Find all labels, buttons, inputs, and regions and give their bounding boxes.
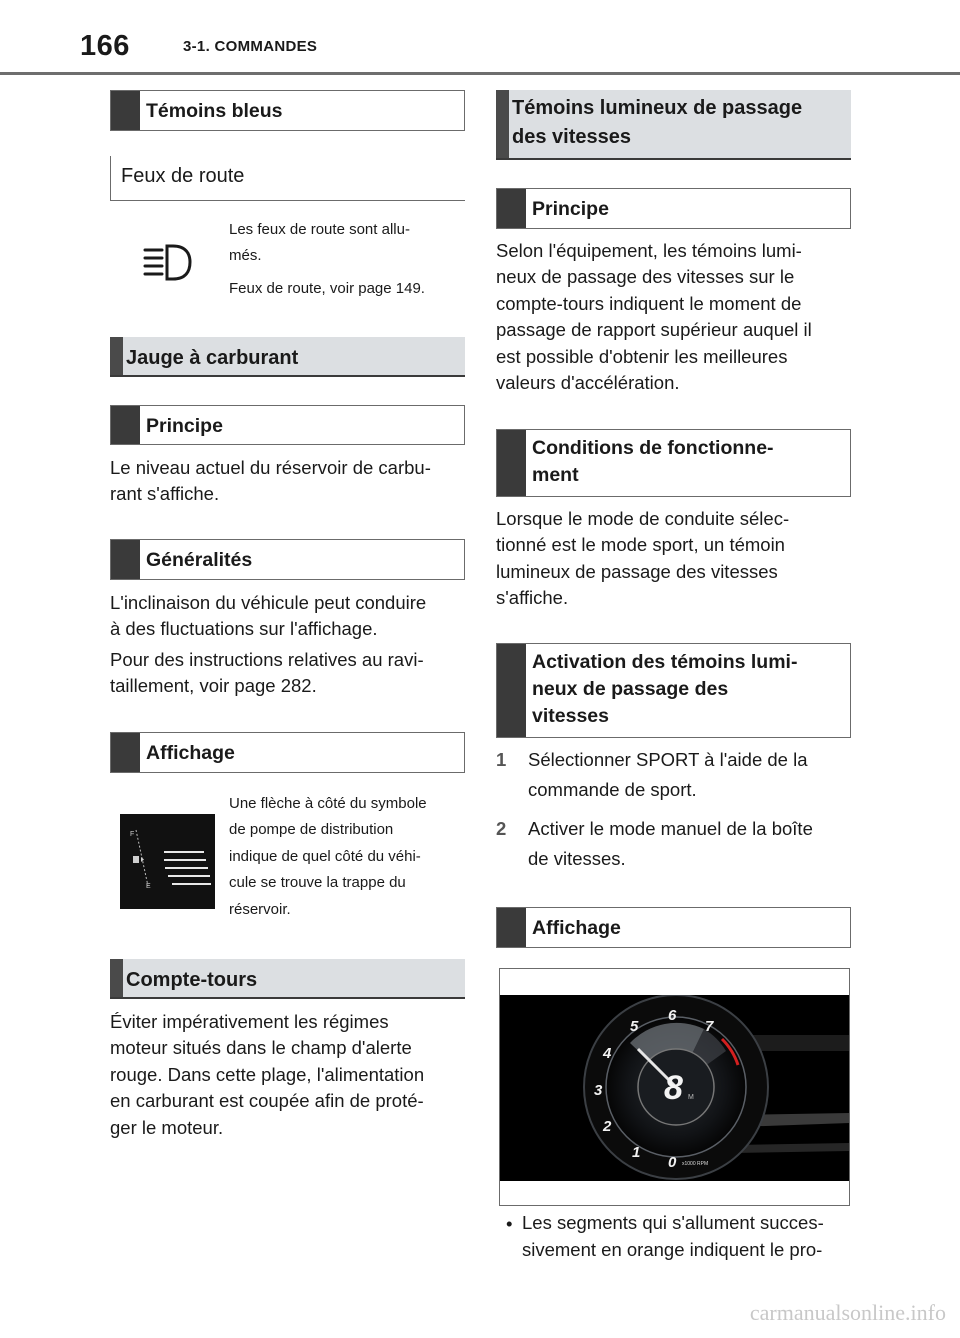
pr-text-6: valeurs d'accélération.: [496, 372, 680, 393]
fuel-gauge-graphic: [120, 814, 215, 909]
high-beam-icon: [142, 242, 194, 284]
cond-text-4: s'affiche.: [496, 587, 569, 608]
heading-conditions: Conditions de fonctionne- ment: [496, 429, 851, 497]
section-title: 3-1. COMMANDES: [183, 38, 318, 55]
heading-affichage-right: Affichage: [496, 907, 851, 948]
aff-text-3: indique de quel côté du véhi-: [229, 848, 421, 865]
page-number: 166: [80, 30, 130, 62]
aff-text-5: réservoir.: [229, 901, 291, 918]
pr-text-1: Selon l'équipement, les témoins lumi-: [496, 240, 802, 261]
jauge-text-1: Le niveau actuel du réservoir de carbu-: [110, 457, 431, 478]
cond-text-1: Lorsque le mode de conduite sélec-: [496, 508, 790, 529]
rpm-unit-label: x1000 RPM: [682, 1161, 709, 1167]
gen-text-4: taillement, voir page 282.: [110, 675, 317, 696]
fuel-empty-label: E: [146, 883, 151, 890]
step-2-cont: de vitesses.: [528, 848, 626, 869]
bullet-text-2: sivement en orange indiquent le pro-: [522, 1239, 823, 1260]
feux-text-1: Les feux de route sont allu-: [229, 221, 410, 238]
tachometer-gauge: [500, 995, 849, 1181]
pr-text-5: est possible d'obtenir les meilleures: [496, 346, 788, 367]
step-1: 1 Sélectionner SPORT à l'aide de la: [496, 749, 808, 770]
heading-activation: Activation des témoins lumi- neux de passage des vitesses: [496, 643, 851, 738]
tick-5: 5: [630, 1018, 639, 1035]
ct-text-4: en carburant est coupée afin de proté-: [110, 1090, 424, 1111]
aff-text-4: cule se trouve la trappe du: [229, 874, 406, 891]
tick-2: 2: [603, 1118, 612, 1135]
tick-7: 7: [705, 1018, 714, 1035]
ct-text-1: Éviter impérativement les régimes: [110, 1011, 389, 1032]
watermark: carmanualsonline.info: [749, 1300, 946, 1325]
aff-text-1: Une flèche à côté du symbole: [229, 795, 427, 812]
tick-0: 0: [668, 1154, 677, 1171]
pr-text-3: compte-tours indiquent le moment de: [496, 293, 802, 314]
jauge-text-2: rant s'affiche.: [110, 483, 220, 504]
feux-text-3: Feux de route, voir page 149.: [229, 280, 425, 297]
heading-affichage-left: Affichage: [110, 732, 465, 773]
fuel-pump-icon: [133, 856, 139, 863]
bullet-text-1: Les segments qui s'allument succes-: [522, 1212, 824, 1233]
ct-text-3: rouge. Dans cette plage, l'alimentation: [110, 1064, 425, 1085]
step-2: 2 Activer le mode manuel de la boîte: [496, 818, 813, 839]
tick-4: 4: [603, 1045, 612, 1062]
fuel-full-label: F: [130, 831, 135, 838]
heading-temoins-passage: Témoins lumineux de passage des vitesses: [496, 90, 851, 160]
tachometer-screen: [500, 995, 849, 1181]
heading-temoins-bleus: Témoins bleus: [110, 90, 465, 131]
gen-text-2: à des fluctuations sur l'affichage.: [110, 618, 378, 639]
gear-mode: M: [688, 1094, 694, 1101]
header-divider: [0, 72, 960, 75]
cond-text-2: tionné est le mode sport, un témoin: [496, 534, 785, 555]
gear-indicator: 8: [664, 1069, 683, 1107]
heading-compte-tours: Compte-tours: [110, 959, 465, 999]
tick-3: 3: [594, 1082, 603, 1099]
page-header: [0, 0, 960, 76]
gen-text-1: L'inclinaison du véhicule peut conduire: [110, 592, 427, 613]
heading-principe-left: Principe: [110, 405, 465, 445]
heading-generalites: Généralités: [110, 539, 465, 580]
fuel-gauge-image: [120, 814, 215, 909]
feux-text-2: més.: [229, 247, 262, 264]
bullet-1: •: [506, 1213, 513, 1234]
gen-text-3: Pour des instructions relatives au ravi-: [110, 649, 424, 670]
heading-feux-de-route: Feux de route: [110, 156, 465, 201]
aff-text-2: de pompe de distribution: [229, 821, 394, 838]
ct-text-5: ger le moteur.: [110, 1117, 224, 1138]
step-1-cont: commande de sport.: [528, 779, 697, 800]
cond-text-3: lumineux de passage des vitesses: [496, 561, 778, 582]
pr-text-4: passage de rapport supérieur auquel il: [496, 319, 812, 340]
heading-principe-right: Principe: [496, 188, 851, 229]
tachometer-figure: [499, 968, 850, 1206]
tick-1: 1: [632, 1144, 641, 1161]
pr-text-2: neux de passage des vitesses sur le: [496, 266, 795, 287]
ct-text-2: moteur situés dans le champ d'alerte: [110, 1037, 412, 1058]
fuel-side-arrow-icon: [141, 857, 144, 862]
heading-jauge-carburant: Jauge à carburant: [110, 337, 465, 377]
tick-6: 6: [668, 1007, 677, 1024]
